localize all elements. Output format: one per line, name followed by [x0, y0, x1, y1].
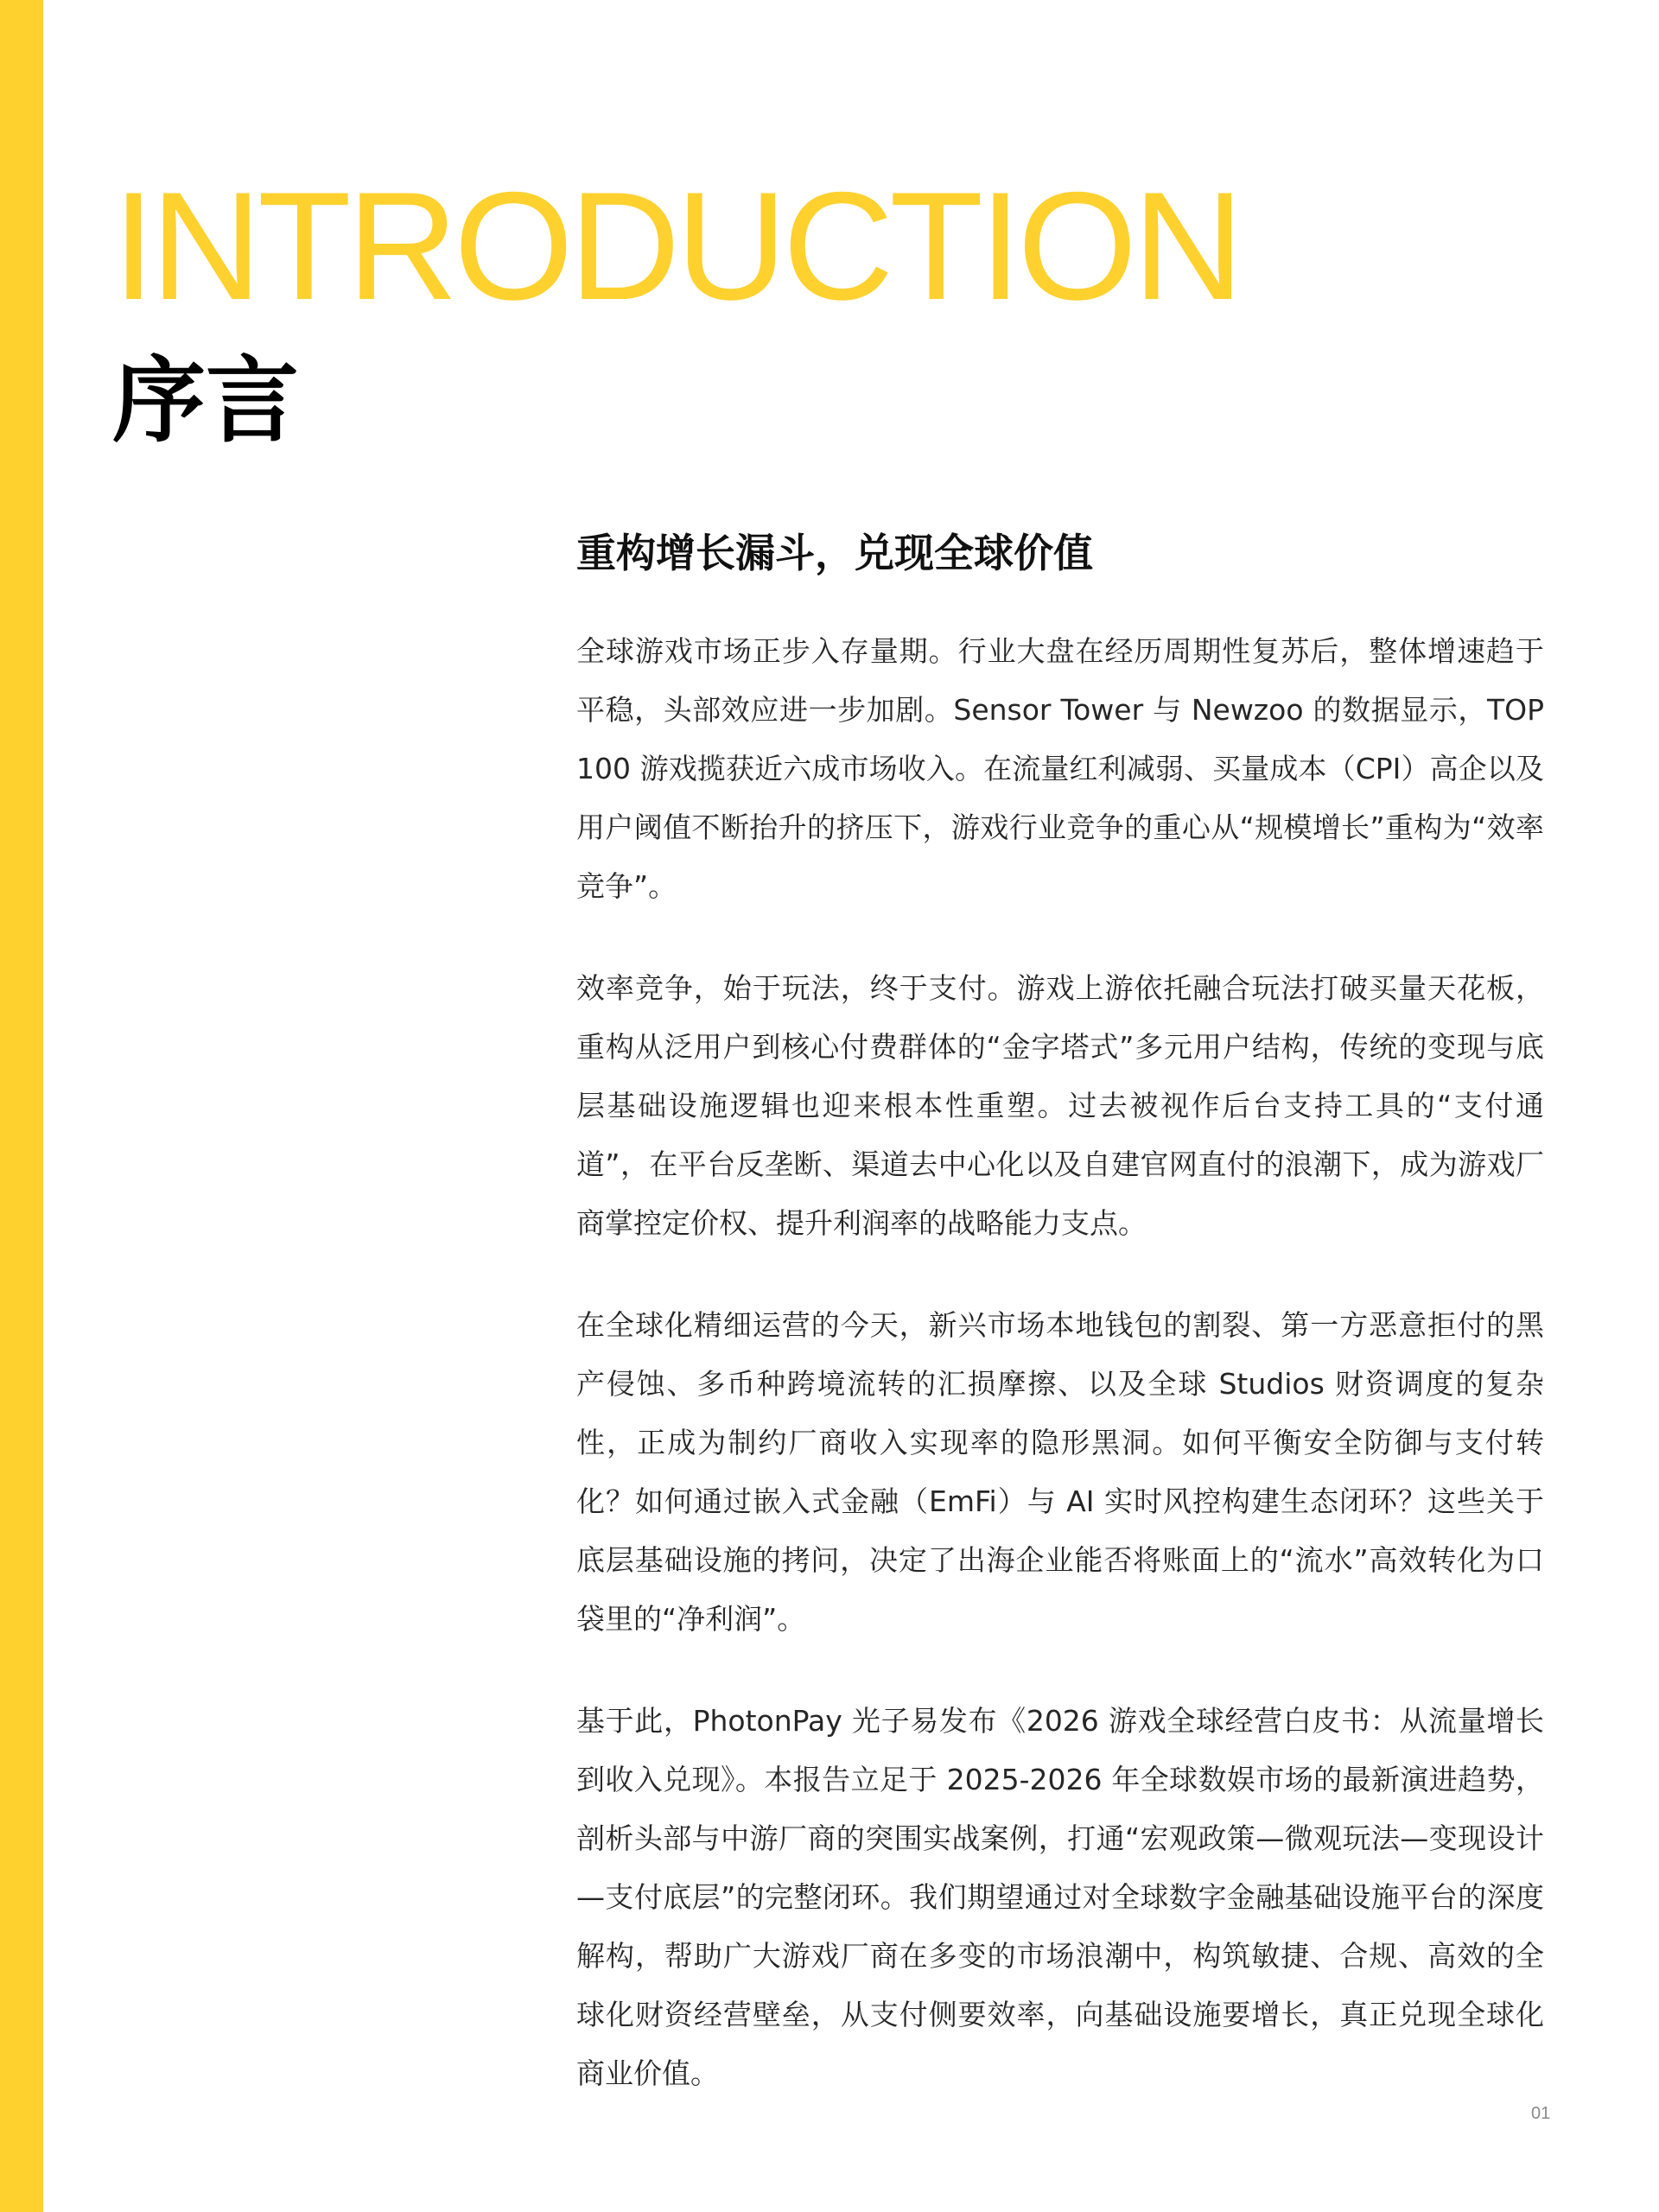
paragraph-2: 效率竞争，始于玩法，终于支付。游戏上游依托融合玩法打破买量天花板，重构从泛用户到核心付费群体的“金字塔式”多元用户结构，传统的变现与底层基础设施逻辑也迎来根本性重塑。过去被视作后台支持工具的“支付通道”，在平台反垄断、渠道去中心化以及自建官网直付的浪潮下，成为游戏厂商掌控定价权、提升利润率的战略能力支点。 — [576, 971, 1544, 1240]
heading-chinese: 序言 — [112, 347, 300, 455]
paragraph-1: 全球游戏市场正步入存量期。行业大盘在经历周期性复苏后，整体增速趋于平稳，头部效应进一步加剧。Sensor Tower 与 Newzoo 的数据显示，TOP 100 游戏揽获近六成市场收入。在流量红利减弱、买量成本（CPI）高企以及用户阈值不断抬升的挤压下，游戏行业竞争的重心从“规模增长”重构为“效率竞争”。 — [576, 634, 1544, 903]
article-body — [576, 518, 1544, 2146]
page-number: 01 — [1531, 2104, 1551, 2123]
heading-english: INTRODUCTION — [112, 160, 1240, 332]
paragraph-4: 基于此，PhotonPay 光子易发布《2026 游戏全球经营白皮书：从流量增长到收入兑现》。本报告立足于 2025-2026 年全球数娱市场的最新演进趋势，剖析头部与中游厂商的突围实战案例，打通“宏观政策—微观玩法—变现设计—支付底层”的完整闭环。我们期望通过对全球数字金融基础设施平台的深度解构，帮助广大游戏厂商在多变的市场浪潮中，构筑敏捷、合规、高效的全球化财资经营壁垒，从支付侧要效率，向基础设施要增长，真正兑现全球化商业价值。 — [576, 1704, 1544, 2090]
paragraph-3: 在全球化精细运营的今天，新兴市场本地钱包的割裂、第一方恶意拒付的黑产侵蚀、多币种跨境流转的汇损摩擦、以及全球 Studios 财资调度的复杂性，正成为制约厂商收入实现率的隐形黑洞。如何平衡安全防御与支付转化？如何通过嵌入式金融（EmFi）与 AI 实时风控构建生态闭环？这些关于底层基础设施的拷问，决定了出海企业能否将账面上的“流水”高效转化为口袋里的“净利润”。 — [576, 1308, 1544, 1636]
accent-side-bar — [0, 0, 43, 2212]
article-title: 重构增长漏斗，兑现全球价值 — [576, 530, 1093, 576]
